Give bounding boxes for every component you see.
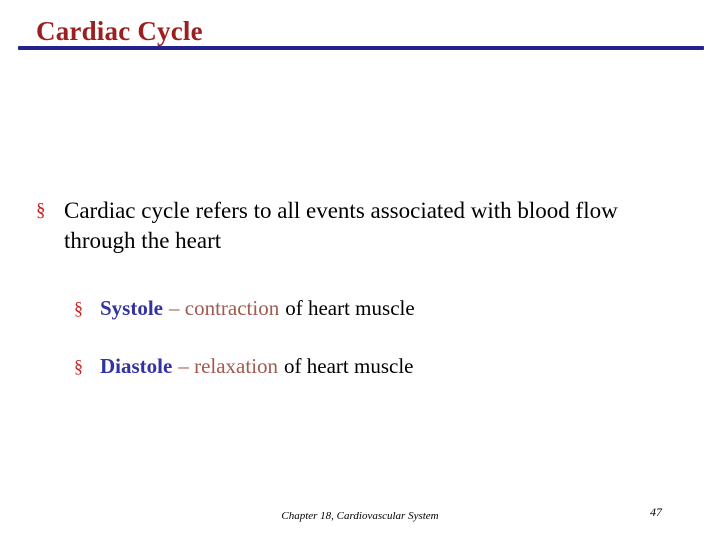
sub-bullet-systole — [74, 295, 634, 322]
systole-definition-rest: of heart muscle — [285, 296, 415, 320]
title-underline — [18, 46, 704, 50]
term-diastole: Diastole — [100, 354, 173, 378]
sub-bullet-diastole-text — [100, 353, 634, 380]
bullet-marker-icon: § — [74, 298, 83, 318]
footer-chapter-label: Chapter 18, Cardiovascular System — [281, 510, 439, 522]
sub-bullet-systole-text — [100, 295, 634, 322]
bullet-main-text: Cardiac cycle refers to all events associated with blood flow through the heart — [64, 198, 618, 254]
bullet-marker-icon: § — [36, 200, 46, 221]
slide-title: Cardiac Cycle — [36, 16, 203, 46]
systole-definition-highlight: – contraction — [169, 296, 280, 320]
bullet-marker-icon: § — [74, 356, 83, 376]
bullet-main — [36, 196, 644, 257]
diastole-definition-highlight: – relaxation — [178, 354, 279, 378]
term-systole: Systole — [100, 296, 163, 320]
page-number: 47 — [650, 505, 662, 519]
diastole-definition-rest: of heart muscle — [284, 354, 414, 378]
sub-bullet-diastole — [74, 353, 634, 380]
